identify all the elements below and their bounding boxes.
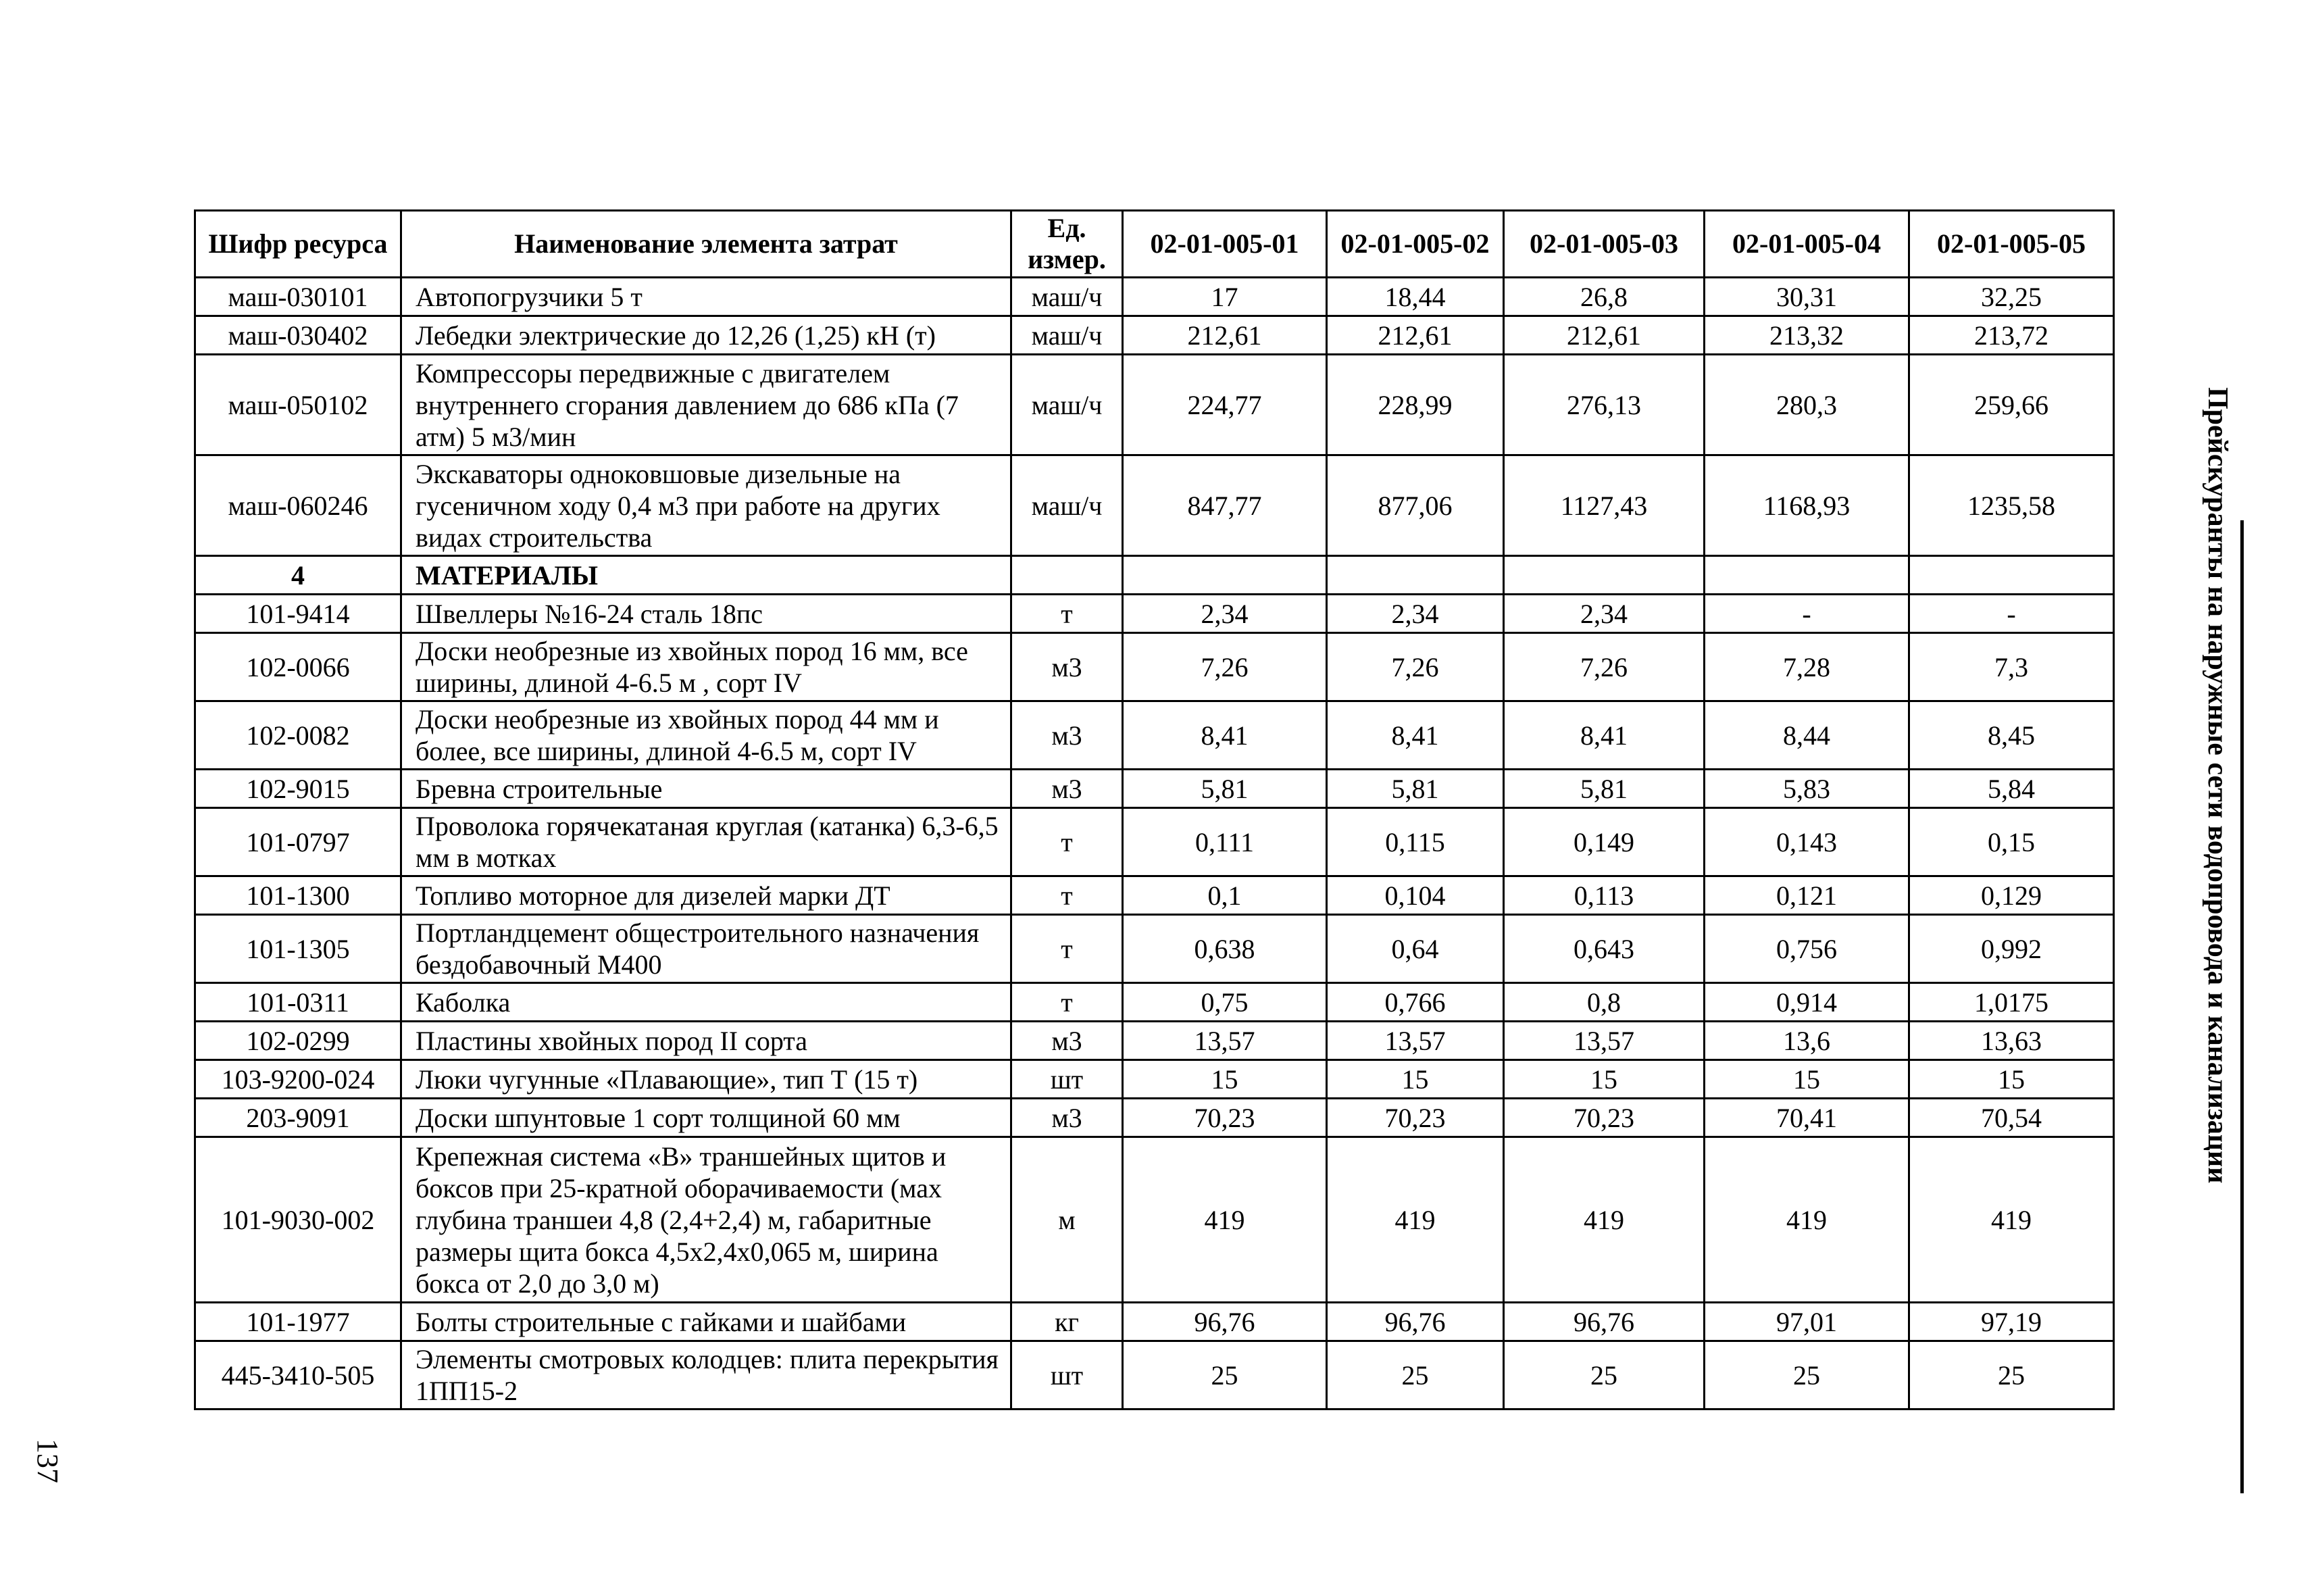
resource-code: 101-1300 bbox=[195, 876, 401, 915]
table-row bbox=[195, 1099, 2114, 1137]
value-cell: 7,26 bbox=[1123, 633, 1327, 701]
value-cell: 0,766 bbox=[1327, 983, 1504, 1022]
value-cell: 0,992 bbox=[1909, 915, 2114, 983]
resource-code: 102-0066 bbox=[195, 633, 401, 701]
table-row bbox=[195, 808, 2114, 876]
value-cell: 13,6 bbox=[1705, 1022, 1909, 1060]
cost-element-name: Люки чугунные «Плавающие», тип Т (15 т) bbox=[401, 1060, 1011, 1099]
cost-element-name: Лебедки электрические до 12,26 (1,25) кН (т) bbox=[401, 316, 1011, 355]
value-cell: 0,111 bbox=[1123, 808, 1327, 876]
table-row bbox=[195, 983, 2114, 1022]
cost-element-name: Швеллеры №16-24 сталь 18пс bbox=[401, 595, 1011, 633]
value-cell: 0,15 bbox=[1909, 808, 2114, 876]
value-cell: 0,115 bbox=[1327, 808, 1504, 876]
section-row-materials bbox=[195, 556, 2114, 595]
value-cell: 15 bbox=[1705, 1060, 1909, 1099]
table-row bbox=[195, 1341, 2114, 1410]
value-cell: 30,31 bbox=[1705, 278, 1909, 316]
table-row bbox=[195, 595, 2114, 633]
unit-cell: т bbox=[1011, 876, 1123, 915]
unit-cell: м3 bbox=[1011, 1099, 1123, 1137]
page-number: 137 bbox=[31, 1439, 64, 1483]
table-row bbox=[195, 1060, 2114, 1099]
value-cell: 0,104 bbox=[1327, 876, 1504, 915]
resource-code: маш-030101 bbox=[195, 278, 401, 316]
unit-cell: м3 bbox=[1011, 633, 1123, 701]
resource-code: 101-0311 bbox=[195, 983, 401, 1022]
cost-element-name: Бревна строительные bbox=[401, 770, 1011, 808]
value-cell: 419 bbox=[1909, 1137, 2114, 1303]
value-cell: 15 bbox=[1504, 1060, 1705, 1099]
value-cell: 25 bbox=[1327, 1341, 1504, 1410]
value-cell: 213,72 bbox=[1909, 316, 2114, 355]
value-cell: 5,81 bbox=[1327, 770, 1504, 808]
cost-element-name: Компрессоры передвижные с двигателем внутреннего сгорания давлением до 686 кПа (7 атм) 5 м3/мин bbox=[401, 355, 1011, 455]
value-cell: 15 bbox=[1327, 1060, 1504, 1099]
value-cell: 26,8 bbox=[1504, 278, 1705, 316]
value-cell: 7,26 bbox=[1327, 633, 1504, 701]
value-cell: 70,23 bbox=[1504, 1099, 1705, 1137]
cost-element-name: Доски шпунтовые 1 сорт толщиной 60 мм bbox=[401, 1099, 1011, 1137]
table-row bbox=[195, 1022, 2114, 1060]
resource-code: 101-9030-002 bbox=[195, 1137, 401, 1303]
resource-code: 102-0299 bbox=[195, 1022, 401, 1060]
resource-code: 102-9015 bbox=[195, 770, 401, 808]
value-cell: 419 bbox=[1705, 1137, 1909, 1303]
resource-code: 445-3410-505 bbox=[195, 1341, 401, 1410]
table-row bbox=[195, 701, 2114, 770]
value-cell: 847,77 bbox=[1123, 455, 1327, 556]
value-cell: 2,34 bbox=[1504, 595, 1705, 633]
value-cell: 25 bbox=[1504, 1341, 1705, 1410]
unit-cell: маш/ч bbox=[1011, 316, 1123, 355]
header-col-05: 02-01-005-05 bbox=[1909, 211, 2114, 278]
unit-cell: шт bbox=[1011, 1341, 1123, 1410]
cost-element-name: Топливо моторное для дизелей марки ДТ bbox=[401, 876, 1011, 915]
cost-element-name: Проволока горячекатаная круглая (катанка) 6,3-6,5 мм в мотках bbox=[401, 808, 1011, 876]
value-cell: 276,13 bbox=[1504, 355, 1705, 455]
value-cell: 0,638 bbox=[1123, 915, 1327, 983]
running-title: Прейскуранты на наружные сети водопровода и канализации bbox=[2202, 387, 2233, 1184]
value-cell: 7,26 bbox=[1504, 633, 1705, 701]
header-col-01: 02-01-005-01 bbox=[1123, 211, 1327, 278]
value-cell: 1,0175 bbox=[1909, 983, 2114, 1022]
cost-element-name: Портландцемент общестроительного назначения бездобавочный М400 bbox=[401, 915, 1011, 983]
value-cell: 96,76 bbox=[1504, 1303, 1705, 1341]
value-cell: 0,914 bbox=[1705, 983, 1909, 1022]
table-row bbox=[195, 355, 2114, 455]
value-cell: 97,01 bbox=[1705, 1303, 1909, 1341]
value-cell: 97,19 bbox=[1909, 1303, 2114, 1341]
cost-element-name: Крепежная система «В» траншейных щитов и боксов при 25-кратной оборачиваемости (мах глубина траншеи 4,8 (2,4+2,4) м, габаритные размеры щита бокса 4,5х2,4х0,065 м, ширина бокса от 2,0 до 3,0 м) bbox=[401, 1137, 1011, 1303]
unit-cell: м3 bbox=[1011, 1022, 1123, 1060]
value-cell bbox=[1909, 556, 2114, 595]
value-cell: 7,3 bbox=[1909, 633, 2114, 701]
value-cell bbox=[1504, 556, 1705, 595]
table-row bbox=[195, 633, 2114, 701]
value-cell: 419 bbox=[1123, 1137, 1327, 1303]
value-cell: 0,643 bbox=[1504, 915, 1705, 983]
table-row bbox=[195, 915, 2114, 983]
value-cell: 213,32 bbox=[1705, 316, 1909, 355]
value-cell: 70,23 bbox=[1123, 1099, 1327, 1137]
value-cell: 8,45 bbox=[1909, 701, 2114, 770]
unit-cell: т bbox=[1011, 808, 1123, 876]
resource-code: 203-9091 bbox=[195, 1099, 401, 1137]
resource-code: маш-050102 bbox=[195, 355, 401, 455]
resource-code: маш-060246 bbox=[195, 455, 401, 556]
resource-code: 103-9200-024 bbox=[195, 1060, 401, 1099]
cost-element-name: Каболка bbox=[401, 983, 1011, 1022]
value-cell: 5,84 bbox=[1909, 770, 2114, 808]
value-cell: 32,25 bbox=[1909, 278, 2114, 316]
resource-code: 102-0082 bbox=[195, 701, 401, 770]
header-resource-code: Шифр ресурса bbox=[195, 211, 401, 278]
cost-element-name: Автопогрузчики 5 т bbox=[401, 278, 1011, 316]
unit-cell: т bbox=[1011, 595, 1123, 633]
cost-element-name: Доски необрезные из хвойных пород 44 мм и более, все ширины, длиной 4-6.5 м, сорт IV bbox=[401, 701, 1011, 770]
value-cell: 17 bbox=[1123, 278, 1327, 316]
value-cell: 8,41 bbox=[1504, 701, 1705, 770]
value-cell: 0,143 bbox=[1705, 808, 1909, 876]
value-cell bbox=[1123, 556, 1327, 595]
value-cell: 5,83 bbox=[1705, 770, 1909, 808]
resource-code: 101-1305 bbox=[195, 915, 401, 983]
value-cell: 8,44 bbox=[1705, 701, 1909, 770]
table-row bbox=[195, 1137, 2114, 1303]
value-cell: 212,61 bbox=[1327, 316, 1504, 355]
header-col-02: 02-01-005-02 bbox=[1327, 211, 1504, 278]
unit-cell: маш/ч bbox=[1011, 278, 1123, 316]
resource-code: маш-030402 bbox=[195, 316, 401, 355]
value-cell: 224,77 bbox=[1123, 355, 1327, 455]
unit-cell: м3 bbox=[1011, 770, 1123, 808]
value-cell: 8,41 bbox=[1327, 701, 1504, 770]
value-cell: 13,57 bbox=[1123, 1022, 1327, 1060]
value-cell: 2,34 bbox=[1327, 595, 1504, 633]
value-cell: 70,41 bbox=[1705, 1099, 1909, 1137]
unit-cell: т bbox=[1011, 915, 1123, 983]
cost-element-name: Пластины хвойных пород II сорта bbox=[401, 1022, 1011, 1060]
value-cell: 25 bbox=[1705, 1341, 1909, 1410]
value-cell: 0,756 bbox=[1705, 915, 1909, 983]
cost-element-name: Элементы смотровых колодцев: плита перекрытия 1ПП15-2 bbox=[401, 1341, 1011, 1410]
value-cell: 419 bbox=[1504, 1137, 1705, 1303]
unit-cell bbox=[1011, 556, 1123, 595]
section-number: 4 bbox=[195, 556, 401, 595]
value-cell: 96,76 bbox=[1327, 1303, 1504, 1341]
table-row bbox=[195, 455, 2114, 556]
unit-cell: маш/ч bbox=[1011, 355, 1123, 455]
value-cell: 1235,58 bbox=[1909, 455, 2114, 556]
unit-cell: маш/ч bbox=[1011, 455, 1123, 556]
resource-cost-table bbox=[194, 209, 2115, 1410]
value-cell: 1168,93 bbox=[1705, 455, 1909, 556]
table-header-row bbox=[195, 211, 2114, 278]
value-cell: 1127,43 bbox=[1504, 455, 1705, 556]
value-cell: 212,61 bbox=[1123, 316, 1327, 355]
cost-element-name: Болты строительные с гайками и шайбами bbox=[401, 1303, 1011, 1341]
value-cell: 5,81 bbox=[1504, 770, 1705, 808]
cost-element-name: Экскаваторы одноковшовые дизельные на гусеничном ходу 0,4 м3 при работе на других видах строительства bbox=[401, 455, 1011, 556]
value-cell: 228,99 bbox=[1327, 355, 1504, 455]
running-title-rule bbox=[2240, 520, 2244, 1493]
unit-cell: м bbox=[1011, 1137, 1123, 1303]
value-cell: 13,63 bbox=[1909, 1022, 2114, 1060]
value-cell: 70,23 bbox=[1327, 1099, 1504, 1137]
value-cell: 280,3 bbox=[1705, 355, 1909, 455]
resource-code: 101-1977 bbox=[195, 1303, 401, 1341]
value-cell: 7,28 bbox=[1705, 633, 1909, 701]
table-row bbox=[195, 770, 2114, 808]
value-cell: 18,44 bbox=[1327, 278, 1504, 316]
unit-cell: кг bbox=[1011, 1303, 1123, 1341]
value-cell: - bbox=[1909, 595, 2114, 633]
table-row bbox=[195, 1303, 2114, 1341]
value-cell bbox=[1705, 556, 1909, 595]
value-cell: 13,57 bbox=[1504, 1022, 1705, 1060]
header-cost-element-name: Наименование элемента затрат bbox=[401, 211, 1011, 278]
value-cell: 0,149 bbox=[1504, 808, 1705, 876]
resource-code: 101-0797 bbox=[195, 808, 401, 876]
value-cell: 0,113 bbox=[1504, 876, 1705, 915]
value-cell: 8,41 bbox=[1123, 701, 1327, 770]
cost-element-name: Доски необрезные из хвойных пород 16 мм, все ширины, длиной 4-6.5 м , сорт IV bbox=[401, 633, 1011, 701]
value-cell: 0,121 bbox=[1705, 876, 1909, 915]
value-cell: 13,57 bbox=[1327, 1022, 1504, 1060]
value-cell: 96,76 bbox=[1123, 1303, 1327, 1341]
value-cell: 0,75 bbox=[1123, 983, 1327, 1022]
unit-cell: шт bbox=[1011, 1060, 1123, 1099]
header-col-03: 02-01-005-03 bbox=[1504, 211, 1705, 278]
header-unit: Ед. измер. bbox=[1011, 211, 1123, 278]
resource-code: 101-9414 bbox=[195, 595, 401, 633]
value-cell: 5,81 bbox=[1123, 770, 1327, 808]
value-cell: 25 bbox=[1909, 1341, 2114, 1410]
table-row bbox=[195, 278, 2114, 316]
value-cell: 15 bbox=[1909, 1060, 2114, 1099]
section-title: МАТЕРИАЛЫ bbox=[401, 556, 1011, 595]
value-cell: 0,8 bbox=[1504, 983, 1705, 1022]
value-cell: 25 bbox=[1123, 1341, 1327, 1410]
value-cell: 877,06 bbox=[1327, 455, 1504, 556]
value-cell: 212,61 bbox=[1504, 316, 1705, 355]
value-cell: 2,34 bbox=[1123, 595, 1327, 633]
unit-cell: т bbox=[1011, 983, 1123, 1022]
header-col-04: 02-01-005-04 bbox=[1705, 211, 1909, 278]
value-cell: 0,1 bbox=[1123, 876, 1327, 915]
value-cell: 70,54 bbox=[1909, 1099, 2114, 1137]
value-cell: - bbox=[1705, 595, 1909, 633]
table-row bbox=[195, 316, 2114, 355]
value-cell: 419 bbox=[1327, 1137, 1504, 1303]
value-cell: 15 bbox=[1123, 1060, 1327, 1099]
value-cell: 259,66 bbox=[1909, 355, 2114, 455]
unit-cell: м3 bbox=[1011, 701, 1123, 770]
value-cell: 0,64 bbox=[1327, 915, 1504, 983]
value-cell bbox=[1327, 556, 1504, 595]
value-cell: 0,129 bbox=[1909, 876, 2114, 915]
table-row bbox=[195, 876, 2114, 915]
